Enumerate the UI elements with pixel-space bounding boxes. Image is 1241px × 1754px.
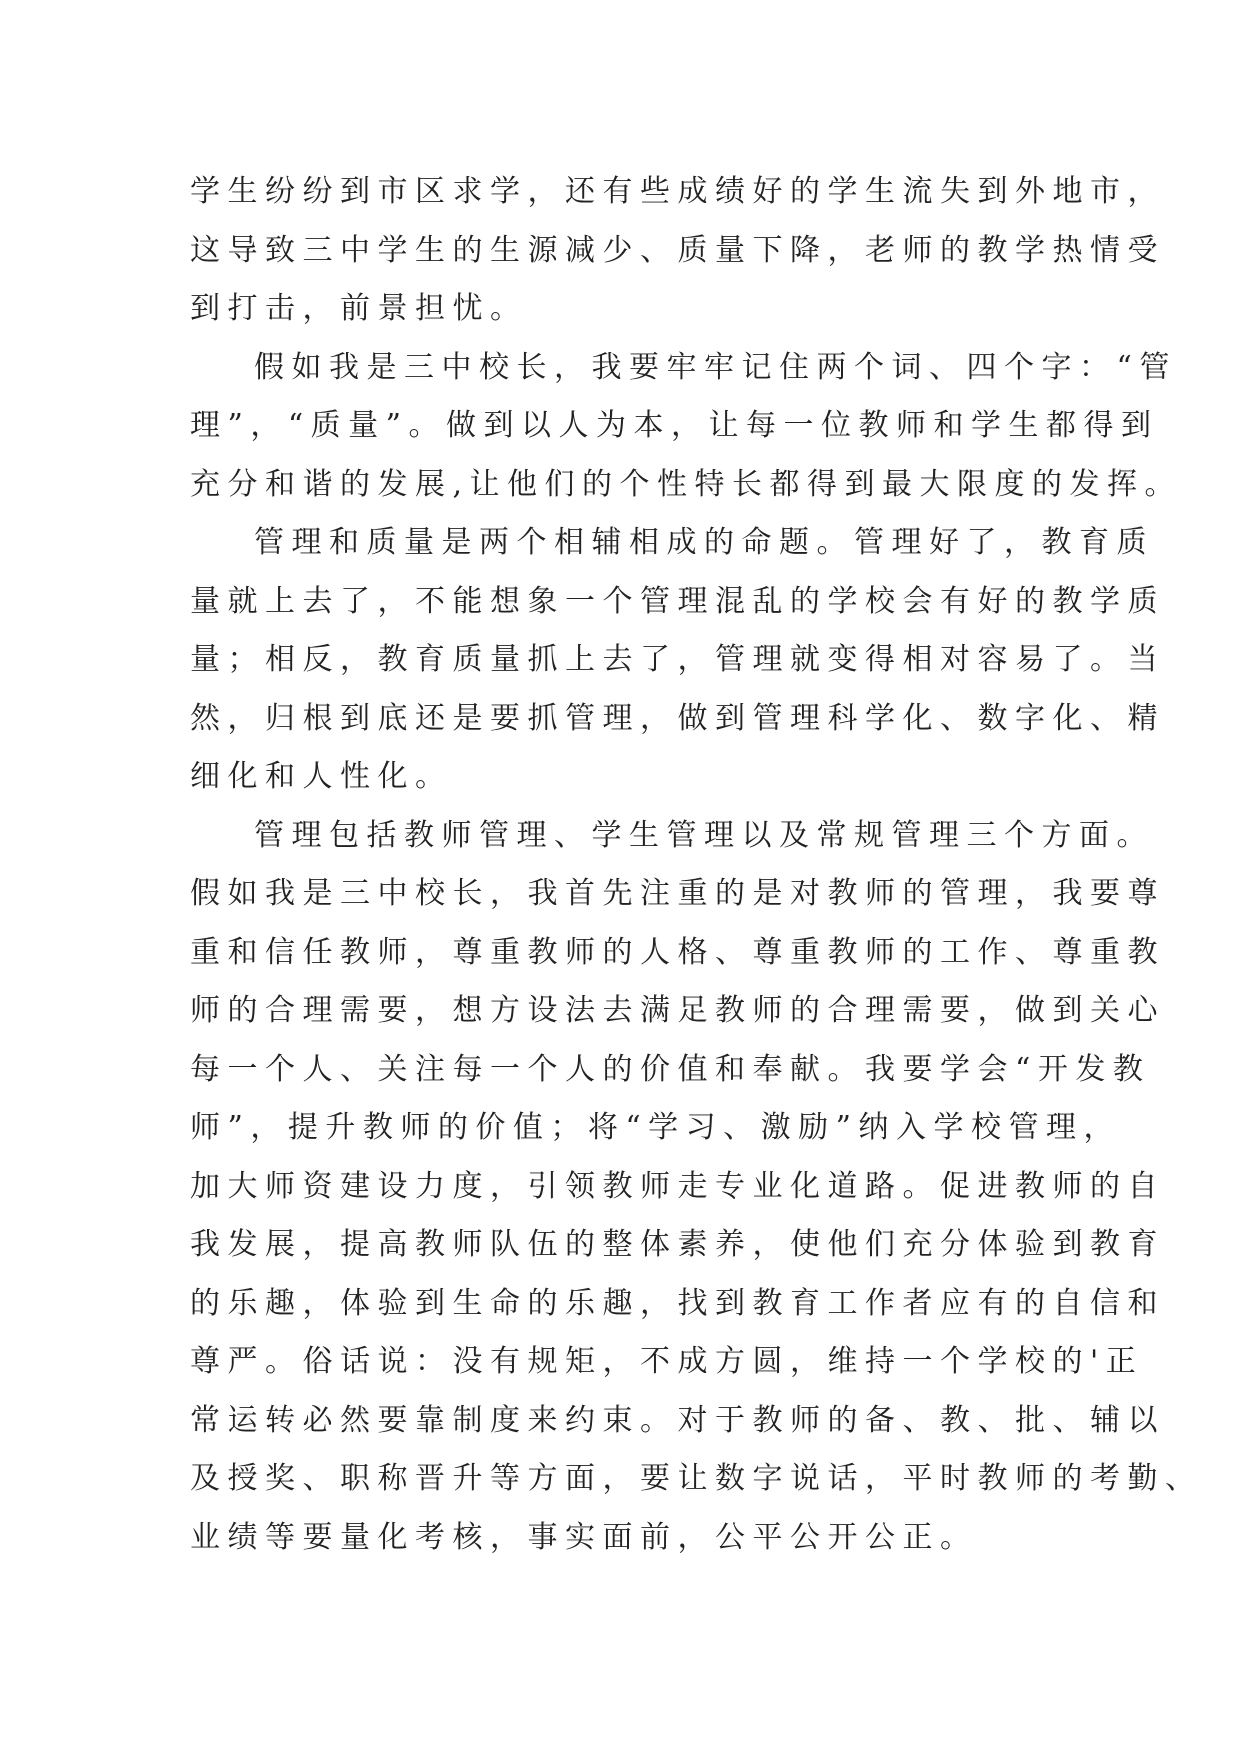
text-line: 管理和质量是两个相辅相成的命题。管理好了，教育质 [254, 525, 1154, 560]
text-line: 常运转必然要靠制度来约束。对于教师的备、教、批、辅以 [190, 1402, 1165, 1438]
text-line: 理”，“质量”。做到以人为本，让每一位教师和学生都得到 [190, 408, 1159, 443]
text-line: 重和信任教师，尊重教师的人格、尊重教师的工作、尊重教 [190, 934, 1165, 970]
text-line: 尊严。俗话说：没有规矩，不成方圆，维持一个学校的'正 [190, 1344, 1144, 1379]
paragraph-2 [190, 339, 1183, 515]
text-line: 量；相反，教育质量抓上去了，管理就变得相对容易了。当 [190, 642, 1165, 677]
text-line: 管理包括教师管理、学生管理以及常规管理三个方面。 [254, 817, 1154, 853]
paragraph-4 [190, 807, 1203, 1568]
text-line: 这导致三中学生的生源减少、质量下降，老师的教学热情受 [190, 232, 1165, 268]
text-line: 然，归根到底还是要抓管理，做到管理科学化、数字化、精 [190, 700, 1165, 736]
text-line: 师”，提升教师的价值；将“学习、激励”纳入学校管理， [190, 1110, 1122, 1145]
text-line: 假如我是三中校长，我首先注重的是对教师的管理，我要尊 [190, 876, 1165, 911]
text-line: 及授奖、职称晋升等方面，要让数字说话，平时教师的考勤、 [190, 1461, 1203, 1496]
text-line: 我发展，提高教师队伍的整体素养，使他们充分体验到教育 [190, 1227, 1165, 1262]
text-line: 业绩等要量化考核，事实面前，公平公开公正。 [190, 1519, 978, 1555]
paragraph-1 [190, 163, 1165, 339]
text-line: 每一个人、关注每一个人的价值和奉献。我要学会“开发教 [190, 1051, 1151, 1087]
text-line: 学生纷纷到市区求学，还有些成绩好的学生流失到外地市， [190, 174, 1165, 209]
text-line: 师的合理需要，想方设法去满足教师的合理需要，做到关心 [190, 993, 1165, 1028]
text-line: 细化和人性化。 [190, 759, 453, 794]
text-line: 量就上去了，不能想象一个管理混乱的学校会有好的教学质 [190, 583, 1165, 619]
text-line: 假如我是三中校长，我要牢牢记住两个词、四个字：“管 [254, 349, 1177, 385]
text-line: 到打击，前景担忧。 [190, 291, 528, 326]
text-line: 的乐趣，体验到生命的乐趣，找到教育工作者应有的自信和 [190, 1285, 1165, 1321]
text-line: 充分和谐的发展,让他们的个性特长都得到最大限度的发挥。 [190, 466, 1183, 502]
document-body [190, 163, 1203, 1567]
text-line: 加大师资建设力度，引领教师走专业化道路。促进教师的自 [190, 1168, 1165, 1204]
paragraph-3 [190, 514, 1165, 807]
